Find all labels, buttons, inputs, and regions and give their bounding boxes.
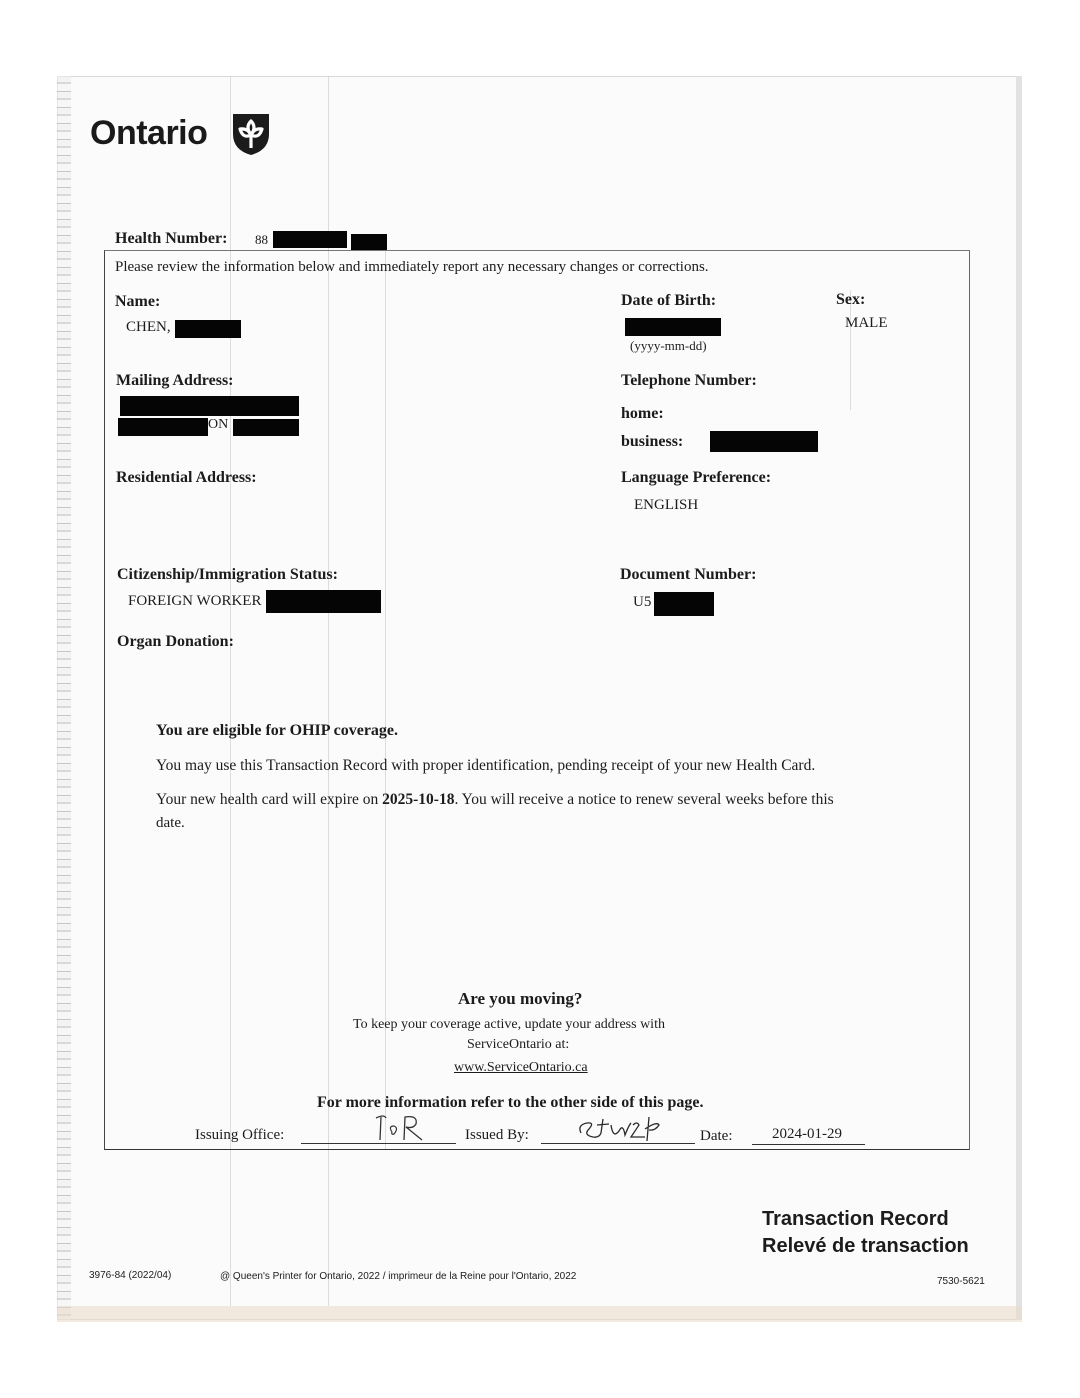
residential-address-label: Residential Address: <box>116 469 257 486</box>
health-number-value: 88 <box>255 232 268 247</box>
scan-edge-left <box>57 76 71 1320</box>
organ-donation-label: Organ Donation: <box>117 633 234 650</box>
dob-format-hint: (yyyy-mm-dd) <box>630 338 707 353</box>
review-notice: Please review the information below and immediately report any necessary changes or corrections. <box>115 259 709 275</box>
redaction-bar <box>654 592 714 616</box>
issuer-signature <box>575 1113 665 1145</box>
issue-date-line <box>752 1144 865 1145</box>
serviceontario-link[interactable]: www.ServiceOntario.ca <box>454 1060 588 1075</box>
redaction-bar <box>273 231 347 248</box>
redaction-bar <box>118 418 208 436</box>
telephone-home-label: home: <box>621 405 664 422</box>
document-number-value: U5 <box>633 594 652 610</box>
redaction-bar <box>351 234 387 250</box>
telephone-label: Telephone Number: <box>621 372 757 389</box>
eligibility-line-1: You may use this Transaction Record with proper identification, pending receipt of your new Health Card. <box>156 757 816 774</box>
name-label: Name: <box>115 293 161 310</box>
dob-label: Date of Birth: <box>621 292 717 309</box>
expiry-date: 2025-10-18 <box>382 791 455 808</box>
form-number: 3976-84 (2022/04) <box>89 1270 172 1281</box>
redaction-bar <box>175 320 241 338</box>
redaction-bar <box>120 396 299 416</box>
redaction-bar <box>710 431 818 452</box>
issue-date-label: Date: <box>700 1128 733 1144</box>
eligibility-line-3: date. <box>156 815 185 831</box>
scan-edge-bottom <box>57 1306 1022 1322</box>
redaction-bar <box>233 419 299 436</box>
sex-value: MALE <box>845 315 888 331</box>
moving-line-1: To keep your coverage active, update your address with <box>353 1017 665 1032</box>
health-number-label: Health Number: <box>115 230 228 247</box>
mailing-address-province: ON <box>208 417 229 432</box>
ontario-logo-text: Ontario <box>90 114 208 152</box>
eligibility-headline: You are eligible for OHIP coverage. <box>156 722 399 739</box>
footer-title-en: Transaction Record <box>762 1208 949 1230</box>
ontario-trillium-icon <box>229 110 273 156</box>
copyright-line: @ Queen's Printer for Ontario, 2022 / imprimeur de la Reine pour l'Ontario, 2022 <box>220 1271 577 1282</box>
citizenship-label: Citizenship/Immigration Status: <box>117 566 338 583</box>
language-label: Language Preference: <box>621 469 772 486</box>
issued-by-label: Issued By: <box>465 1127 529 1143</box>
redaction-bar <box>625 318 721 336</box>
scan-edge-right <box>1016 76 1022 1320</box>
more-info-note: For more information refer to the other side of this page. <box>317 1094 704 1111</box>
issuing-office-handwriting <box>372 1112 428 1144</box>
name-value: CHEN, <box>126 319 171 335</box>
language-value: ENGLISH <box>634 497 699 513</box>
footer-title-fr: Relevé de transaction <box>762 1235 969 1257</box>
telephone-business-label: business: <box>621 433 684 450</box>
record-frame <box>104 250 970 1150</box>
mailing-address-label: Mailing Address: <box>116 372 234 389</box>
redaction-bar <box>266 590 381 613</box>
issue-date-value: 2024-01-29 <box>772 1126 842 1142</box>
document-number-label: Document Number: <box>620 566 757 583</box>
moving-line-2: ServiceOntario at: <box>467 1037 570 1052</box>
moving-heading: Are you moving? <box>458 989 583 1008</box>
citizenship-value: FOREIGN WORKER <box>128 593 262 609</box>
issuing-office-label: Issuing Office: <box>195 1127 285 1143</box>
sex-label: Sex: <box>836 291 866 308</box>
eligibility-line-2: Your new health card will expire on 2025-10-18. You will receive a notice to renew several weeks before this <box>156 791 834 808</box>
stock-number: 7530-5621 <box>937 1276 985 1287</box>
